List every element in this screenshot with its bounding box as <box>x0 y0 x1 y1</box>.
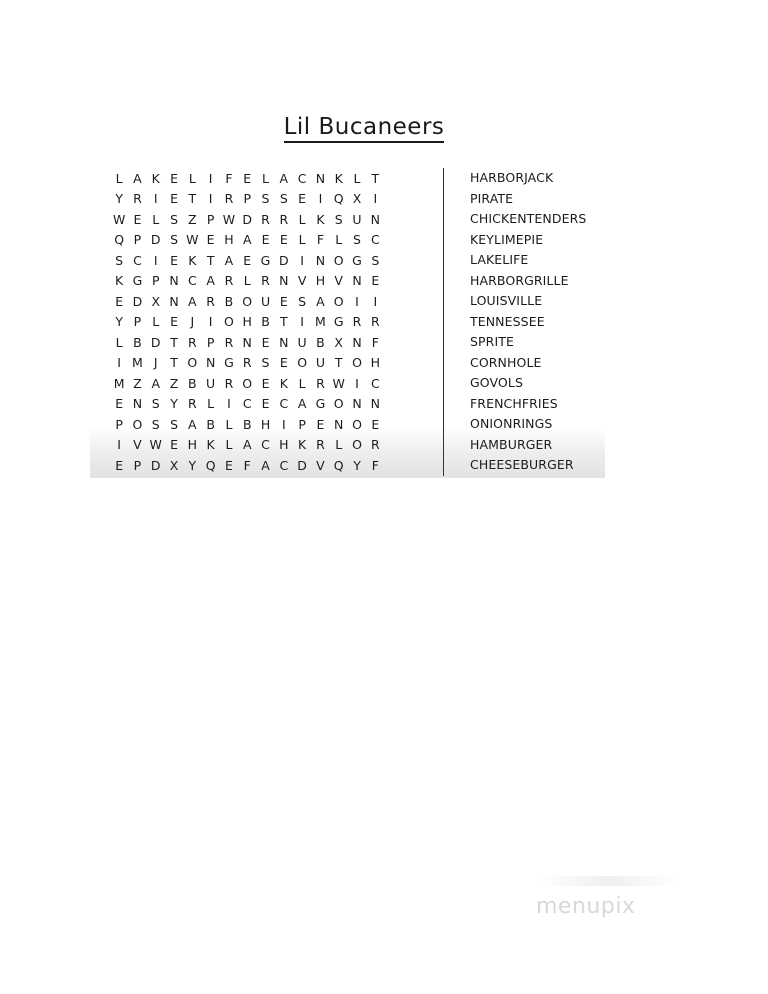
grid-letter: O <box>333 396 344 412</box>
grid-letter: S <box>334 211 343 227</box>
grid-letter: I <box>355 293 359 309</box>
grid-letter: T <box>170 334 178 350</box>
grid-letter: Y <box>115 314 123 330</box>
grid-letter: F <box>243 457 251 473</box>
word-list-item: CORNHOLE <box>470 354 542 370</box>
grid-row <box>110 250 384 271</box>
grid-row <box>110 435 384 456</box>
grid-letter: O <box>333 252 344 268</box>
grid-row <box>110 353 384 374</box>
grid-letter: Q <box>114 232 125 248</box>
grid-letter: E <box>170 252 178 268</box>
grid-row <box>110 332 384 353</box>
grid-letter: J <box>190 314 195 330</box>
grid-letter: E <box>261 232 270 248</box>
grid-letter: D <box>150 457 161 473</box>
grid-letter: K <box>316 211 325 227</box>
grid-letter: K <box>298 437 307 453</box>
word-list-item: LAKELIFE <box>470 252 529 267</box>
grid-letter: O <box>297 355 308 371</box>
word-list-item: CHEESEBURGER <box>470 457 574 472</box>
grid-letter: A <box>133 170 142 186</box>
grid-letter: E <box>243 170 252 186</box>
grid-letter: O <box>242 375 253 391</box>
grid-letter: I <box>117 437 121 453</box>
grid-letter: E <box>261 375 270 391</box>
grid-letter: E <box>133 211 142 227</box>
grid-letter: U <box>260 293 271 309</box>
menupix-watermark <box>530 876 690 926</box>
grid-letter: A <box>188 416 197 432</box>
grid-letter: U <box>206 375 216 391</box>
grid-letter: U <box>352 211 362 227</box>
grid-letter: R <box>316 375 325 391</box>
grid-letter: T <box>170 355 178 371</box>
grid-letter: C <box>133 252 142 268</box>
grid-letter: N <box>352 334 362 350</box>
grid-letter: K <box>334 170 343 186</box>
grid-letter: R <box>370 437 380 453</box>
grid-letter: G <box>260 252 271 268</box>
grid-letter: T <box>188 191 197 207</box>
grid-letter: S <box>151 416 160 432</box>
grid-letter: W <box>112 211 126 227</box>
grid-letter: E <box>279 355 288 371</box>
grid-letter: E <box>170 170 178 186</box>
grid-letter: N <box>279 273 289 289</box>
grid-letter: B <box>206 416 215 432</box>
grid-letter: B <box>261 314 270 330</box>
grid-letter: G <box>315 396 326 412</box>
grid-letter: V <box>297 273 307 289</box>
grid-letter: R <box>352 314 362 330</box>
grid-letter: E <box>298 191 307 207</box>
grid-letter: R <box>316 437 325 453</box>
grid-letter: T <box>371 170 380 186</box>
grid-letter: G <box>224 355 234 371</box>
grid-letter: S <box>298 293 307 309</box>
grid-letter: I <box>227 396 231 412</box>
grid-letter: H <box>370 355 380 371</box>
grid-letter: S <box>170 211 178 227</box>
grid-letter: E <box>206 232 215 248</box>
grid-letter: F <box>371 334 379 350</box>
grid-row <box>110 455 384 476</box>
grid-letter: I <box>281 416 286 432</box>
grid-letter: I <box>373 191 378 207</box>
word-list <box>470 168 586 476</box>
grid-letter: W <box>149 437 162 453</box>
grid-letter: C <box>279 457 289 473</box>
grid-letter: D <box>150 334 161 350</box>
grid-letter: E <box>371 416 380 432</box>
grid-letter: A <box>188 293 197 309</box>
grid-letter: B <box>133 334 142 350</box>
column-divider <box>443 168 444 476</box>
word-list-item: FRENCHFRIES <box>470 395 558 411</box>
grid-letter: D <box>297 457 307 473</box>
grid-row <box>110 373 384 394</box>
grid-letter: I <box>373 293 378 309</box>
grid-letter: A <box>279 170 289 186</box>
grid-letter: Q <box>205 457 216 473</box>
word-list-item: HAMBURGER <box>470 436 553 452</box>
grid-letter: P <box>133 457 142 473</box>
grid-letter: Y <box>188 457 197 473</box>
grid-letter: E <box>170 191 178 207</box>
grid-letter: I <box>208 314 213 330</box>
grid-letter: L <box>262 170 269 186</box>
grid-letter: X <box>334 334 343 350</box>
grid-letter: H <box>279 437 289 453</box>
grid-letter: E <box>170 314 178 330</box>
grid-letter: E <box>115 396 124 412</box>
grid-letter: B <box>224 293 234 309</box>
grid-letter: M <box>113 375 125 391</box>
grid-letter: V <box>316 457 325 473</box>
grid-letter: S <box>170 232 178 248</box>
grid-letter: P <box>243 191 251 207</box>
grid-letter: I <box>300 252 304 268</box>
grid-letter: S <box>261 355 270 371</box>
word-list-item: KEYLIMEPIE <box>470 231 544 247</box>
grid-letter: P <box>206 334 215 350</box>
grid-letter: I <box>153 252 158 268</box>
grid-letter: T <box>280 314 288 330</box>
grid-letter: R <box>261 273 270 289</box>
grid-letter: E <box>170 437 178 453</box>
grid-letter: P <box>133 232 142 248</box>
grid-letter: A <box>316 293 325 309</box>
grid-letter: L <box>152 314 160 330</box>
grid-letter: K <box>115 273 124 289</box>
grid-letter: H <box>224 232 234 248</box>
grid-letter: D <box>150 232 161 248</box>
grid-letter: B <box>188 375 197 391</box>
grid-letter: K <box>188 252 197 268</box>
grid-letter: R <box>279 211 289 227</box>
grid-letter: W <box>222 211 236 227</box>
grid-letter: N <box>334 416 344 432</box>
grid-letter: H <box>242 314 252 330</box>
grid-letter: K <box>206 437 215 453</box>
grid-letter: G <box>352 252 362 268</box>
grid-row <box>110 271 384 292</box>
grid-letter: A <box>224 252 234 268</box>
word-list-item: SPRITE <box>470 334 514 349</box>
grid-letter: R <box>242 355 252 371</box>
grid-letter: S <box>170 416 178 432</box>
grid-letter: C <box>279 396 289 412</box>
grid-letter: V <box>133 437 142 453</box>
grid-letter: Z <box>169 375 179 391</box>
grid-letter: S <box>353 232 361 248</box>
grid-letter: N <box>315 170 326 186</box>
grid-letter: P <box>133 314 142 330</box>
watermark-blur-line <box>538 876 678 886</box>
grid-letter: C <box>370 375 380 391</box>
grid-letter: F <box>225 170 233 186</box>
grid-letter: X <box>151 293 161 309</box>
grid-letter: E <box>371 273 380 289</box>
grid-letter: A <box>151 375 161 391</box>
word-list-item: TENNESSEE <box>470 313 545 329</box>
grid-letter: N <box>279 334 289 350</box>
grid-letter: G <box>333 314 344 330</box>
word-list-item: GOVOLS <box>470 375 523 390</box>
grid-row <box>110 209 384 230</box>
grid-letter: C <box>370 232 380 248</box>
grid-letter: E <box>243 252 252 268</box>
grid-letter: H <box>187 437 198 453</box>
grid-letter: P <box>115 416 123 432</box>
grid-row <box>110 291 384 312</box>
grid-letter: P <box>298 416 306 432</box>
grid-letter: R <box>370 314 380 330</box>
grid-letter: N <box>315 252 326 268</box>
grid-letter: S <box>261 191 270 207</box>
word-list-item: CHICKENTENDERS <box>470 211 587 226</box>
grid-letter: D <box>132 293 143 309</box>
grid-row <box>110 312 384 333</box>
grid-row <box>110 394 384 415</box>
grid-letter: E <box>115 293 124 309</box>
grid-letter: N <box>169 273 179 289</box>
grid-letter: Y <box>353 457 361 473</box>
grid-letter: H <box>315 273 326 289</box>
grid-letter: N <box>242 334 252 350</box>
word-list-item: PIRATE <box>470 190 514 206</box>
grid-row <box>110 414 384 435</box>
grid-letter: R <box>133 191 142 207</box>
grid-letter: A <box>297 396 307 412</box>
grid-letter: J <box>153 355 158 371</box>
grid-letter: I <box>300 314 304 330</box>
grid-letter: O <box>352 355 362 371</box>
grid-letter: W <box>332 375 345 391</box>
grid-letter: S <box>371 252 380 268</box>
grid-letter: T <box>334 355 343 371</box>
grid-letter: K <box>151 170 160 186</box>
grid-letter: Z <box>133 375 142 391</box>
grid-letter: I <box>117 355 121 371</box>
grid-letter: M <box>315 314 326 330</box>
grid-letter: L <box>225 416 233 432</box>
grid-letter: I <box>355 375 359 391</box>
grid-letter: L <box>225 437 233 453</box>
grid-letter: O <box>224 314 234 330</box>
grid-letter: C <box>242 396 252 412</box>
grid-letter: E <box>261 334 270 350</box>
grid-letter: I <box>318 191 323 207</box>
grid-letter: D <box>242 211 253 227</box>
grid-letter: A <box>261 457 270 473</box>
grid-letter: L <box>298 375 306 391</box>
grid-letter: S <box>151 396 160 412</box>
grid-letter: R <box>187 334 197 350</box>
grid-letter: Z <box>188 211 197 227</box>
grid-letter: Q <box>333 191 344 207</box>
grid-letter: S <box>279 191 288 207</box>
grid-letter: K <box>279 375 288 391</box>
grid-letter: G <box>132 273 143 289</box>
grid-letter: O <box>333 293 344 309</box>
grid-letter: H <box>260 416 271 432</box>
grid-letter: T <box>206 252 215 268</box>
grid-letter: P <box>206 211 215 227</box>
grid-row <box>110 230 384 251</box>
grid-letter: N <box>352 273 362 289</box>
watermark-text: menupix <box>536 894 636 919</box>
grid-letter: N <box>370 396 380 412</box>
word-list-item: ONIONRINGS <box>470 416 553 431</box>
word-list-item: HARBORGRILLE <box>470 272 569 288</box>
grid-letter: Y <box>170 396 178 412</box>
grid-letter: L <box>335 437 343 453</box>
grid-letter: L <box>115 334 123 350</box>
grid-letter: O <box>352 437 362 453</box>
grid-letter: E <box>224 457 233 473</box>
grid-letter: B <box>316 334 325 350</box>
grid-letter: L <box>115 170 123 186</box>
puzzle-title: Lil Bucaneers <box>0 114 728 140</box>
grid-row <box>110 168 384 189</box>
grid-letter: O <box>242 293 253 309</box>
grid-letter: X <box>352 191 362 207</box>
grid-letter: V <box>334 273 343 289</box>
grid-letter: L <box>207 396 215 412</box>
grid-letter: O <box>352 416 362 432</box>
grid-letter: O <box>187 355 198 371</box>
grid-letter: A <box>206 273 215 289</box>
grid-letter: R <box>224 191 234 207</box>
grid-letter: U <box>297 334 307 350</box>
grid-letter: R <box>187 396 197 412</box>
grid-letter: R <box>224 273 234 289</box>
grid-letter: C <box>297 170 307 186</box>
grid-letter: L <box>188 170 196 186</box>
grid-letter: L <box>335 232 343 248</box>
grid-letter: F <box>371 457 379 473</box>
grid-letter: L <box>152 211 160 227</box>
letter-grid <box>110 168 384 476</box>
grid-letter: L <box>353 170 361 186</box>
grid-letter: B <box>242 416 252 432</box>
grid-letter: I <box>153 191 158 207</box>
grid-letter: E <box>316 416 325 432</box>
word-list-item: LOUISVILLE <box>470 293 543 308</box>
grid-letter: L <box>298 232 306 248</box>
grid-letter: S <box>115 252 124 268</box>
grid-letter: E <box>279 293 288 309</box>
grid-letter: R <box>224 375 234 391</box>
word-list-item: HARBORJACK <box>470 170 554 185</box>
grid-letter: Y <box>115 191 123 207</box>
grid-letter: R <box>224 334 234 350</box>
grid-letter: N <box>352 396 362 412</box>
grid-letter: N <box>132 396 143 412</box>
grid-letter: C <box>261 437 270 453</box>
grid-letter: N <box>169 293 179 309</box>
grid-letter: R <box>206 293 215 309</box>
grid-letter: C <box>187 273 197 289</box>
grid-letter: E <box>115 457 124 473</box>
grid-row <box>110 189 384 210</box>
grid-letter: A <box>242 232 252 248</box>
grid-letter: I <box>208 170 213 186</box>
word-search-puzzle <box>90 160 605 478</box>
grid-letter: R <box>261 211 270 227</box>
grid-letter: E <box>261 396 270 412</box>
grid-letter: W <box>186 232 199 248</box>
grid-letter: N <box>370 211 380 227</box>
grid-letter: I <box>208 191 213 207</box>
grid-letter: P <box>151 273 160 289</box>
grid-letter: O <box>132 416 143 432</box>
grid-letter: Q <box>333 457 344 473</box>
grid-letter: L <box>298 211 306 227</box>
grid-letter: F <box>316 232 325 248</box>
grid-letter: X <box>169 457 179 473</box>
grid-letter: M <box>132 355 143 371</box>
grid-letter: A <box>242 437 252 453</box>
grid-letter: N <box>205 355 216 371</box>
grid-letter: L <box>243 273 251 289</box>
grid-letter: D <box>279 252 289 268</box>
grid-letter: U <box>315 355 325 371</box>
grid-letter: E <box>279 232 288 248</box>
